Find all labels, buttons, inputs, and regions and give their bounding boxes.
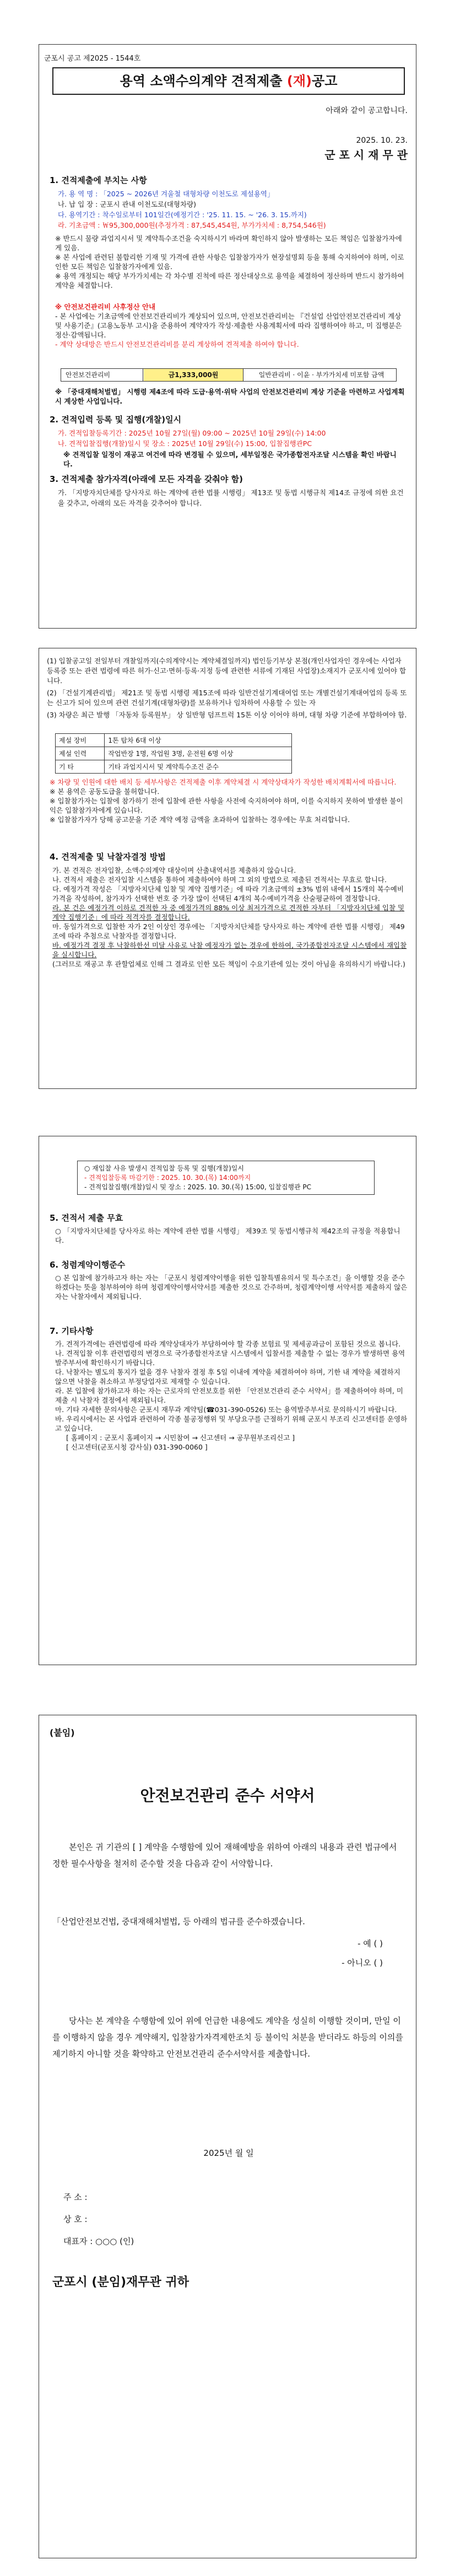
note: ※ 차량 및 인원에 대한 배치 등 세부사항은 견적제출 이후 계약체결 시 계약상대자가 작성한 배치계획서에 따릅니다. [50, 778, 397, 786]
announce-date: 2025. 10. 23. [356, 136, 408, 145]
rebid-line: - 견적입찰등록 마감기한 : 2025. 10. 30.(목) 14:00까지 [84, 1174, 251, 1182]
pledge-date: 2025년 월 일 [203, 2148, 254, 2158]
pledge-para-1: 본인은 귀 기관의 [ ] 계약을 수행함에 있어 재해예방을 위하여 아래의 내용과 관련 법규에서 정한 필수사항을 철저히 준수할 것을 다음과 같이 서약합니다. [52, 1842, 397, 1869]
section-5-text: ○ 「지방자치단체를 당사자로 하는 계약에 관한 법률 시행령」 제39조 및 동법시행규칙 제42조의 규정을 적용합니다. [55, 1227, 400, 1244]
eligibility-notes [50, 777, 408, 824]
pledge-yes: - 예 ( ) [358, 1939, 383, 1949]
pledge-representative: 대표자 : ○○○ (인) [63, 2236, 134, 2246]
pledge-title: 안전보건관리 준수 서약서 [140, 1786, 315, 1805]
table-cell: 작업반장 1명, 작업원 3명, 운전원 6명 이상 [105, 747, 292, 760]
safety-notice [55, 302, 408, 349]
safety-cost-label: 안전보건관리비 [61, 369, 143, 381]
pledge-footer: 군포시 (분임)재무관 귀하 [52, 2276, 189, 2289]
table-row [56, 734, 292, 747]
table-cell: 제설 인력 [56, 747, 105, 760]
note: ※ 반드시 물량 과업지시서 및 계약특수조건을 숙지하시기 바라며 확인하지 않아 발생하는 모든 책임은 입찰참가자에게 있음. [55, 234, 402, 252]
s7-link: [ 신고센터(군포시청 감사실) 031-390-0060 ] [66, 1443, 208, 1451]
s4-item: 라. 본 건은 예정가격 이하로 견적한 자 중 예정가격의 88% 이상 최저가격으로 견적한 자부터 「지방자치단체 입찰 및 계약 집행기준」에 따라 적격자를 결정합니다. [52, 904, 405, 921]
rebid-line: ○ 재입찰 사유 발생시 견적입찰 등록 및 집행(개찰)일시 [84, 1164, 244, 1172]
notice-number: 군포시 공고 제2025 - 1544호 [44, 55, 141, 63]
item-location: 나. 납 입 장 : 군포시 관내 이천도로(대형차량) [58, 200, 197, 208]
pledge-company: 상 호 : [63, 2214, 88, 2224]
note: ※ 입찰참가자는 입찰에 참가하기 전에 입찰에 관한 사항을 사전에 숙지하여야 하며, 이를 숙지하지 못하여 발생한 불이익은 입찰참가자에게 있습니다. [50, 797, 403, 814]
table-row [56, 747, 292, 760]
pledge-law: 「산업안전보건법, 중대재해처벌법, 등 아래의 법규를 준수하겠습니다. [52, 1917, 305, 1926]
table-cell: 기 타 [56, 760, 105, 774]
s4-item: 다. 예정가격 작성은 「지방자치단체 입찰 및 계약 집행기준」에 따라 기초금액의 ±3% 범위 내에서 15개의 복수예비가격을 작성하여, 참가자가 선택한 번호 중 가장 많이 선택된 4개의 복수예비가격을 산술평균하여 결정합니다. [52, 885, 404, 903]
s4-item: 나. 견적서 제출은 전자입찰 시스템을 통하여 제출하여야 하며 그 외의 방법으로 제출된 견적서는 무효로 합니다. [52, 876, 387, 884]
s7-item: 마. 기타 자세한 문의사항은 군포시 재무과 계약팀(☎031-390-0526) 또는 용역발주부서로 문의하시기 바랍니다. [55, 1405, 397, 1414]
section-1-notes [55, 234, 408, 290]
section-2-note: ※ 견적입찰 일정이 재공고 여건에 따라 변경될 수 있으며, 세부일정은 국가종합전자조달 시스템을 확인 바랍니다. [63, 450, 397, 468]
safety-cost-desc: 일반관리비 · 이윤 · 부가가치세 미포함 금액 [258, 371, 384, 379]
issuer: 군 포 시 재 무 관 [324, 148, 408, 162]
section-6-text: ○ 본 입찰에 참가하고자 하는 자는 「군포시 청렴계약이행을 위한 입찰특별유의서 및 특수조건」을 이행할 것을 준수하겠다는 뜻을 첨부하여야 하며 청렴계약이행서약서를 제출한 것으로 간주하며, 청렴계약이행 서약서를 제출하지 않은 자는 낙찰자에서 제외됩니다. [55, 1274, 408, 1301]
rebid-line: - 견적입찰집행(개찰)일시 및 장소 : 2025. 10. 30.(목) 15:00, 입찰집행관 PC [84, 1183, 312, 1191]
s4-item: 가. 본 견적은 전자입찰, 소액수의계약 대상이며 산출내역서를 제출하지 않습니다. [52, 866, 296, 874]
note: ※ 본 사업에 관련된 불합리한 기재 및 가격에 관한 사항은 입찰참가자가 현장설명회 등을 통해 숙지하여야 하며, 이로 인한 모든 책임은 입찰참가자에게 있음. [55, 253, 404, 271]
section-7-heading: 7. 기타사항 [50, 1326, 94, 1336]
s7-item: 라. 본 입찰에 참가하고자 하는 자는 근로자의 안전보호를 위한 「안전보건관리 준수 서약서」를 제출하여야 하며, 미제출 시 낙찰자 결정에서 제외됩니다. [55, 1387, 403, 1404]
table-cell: 제설 장비 [56, 734, 105, 747]
s7-link: [ 홈페이지 : 군포시 홈페이지 → 시민참여 → 신고센터 → 공무원부조리신고 ] [66, 1434, 295, 1442]
note: ※ 본 용역은 공동도급을 불허합니다. [50, 787, 160, 796]
s7-item: 다. 낙찰자는 별도의 통지가 없을 경우 낙찰자 결정 후 5일 이내에 계약을 체결하여야 하며, 기한 내 계약을 체결하지 않으면 낙찰을 취소하고 부정당업자로 제재할 수 있습니다. [55, 1368, 400, 1386]
table-cell: 1톤 탑차 6대 이상 [105, 734, 292, 747]
note: ※ 입찰참가자가 당해 공고문을 기준 계약 예정 금액을 초과하여 입찰하는 경우에는 무효 처리합니다. [50, 815, 350, 824]
safety-note: - 본 사업에는 기초금액에 안전보건관리비가 계상되어 있으며, 안전보건관리비는 『건설업 산업안전보건관리비 계상 및 사용기준』(고용노동부 고시)을 준용하여 계약자가 작성·제출한 사용계획서에 따라 집행하여야 하고, 미 집행분은 정산·감액됩니다. [55, 312, 402, 339]
note: ※ 용역 개정되는 해당 부가가치세는 각 차수별 진척에 따른 정산대상으로 용역을 체결하여 정산하며 반드시 참가하여 계약을 체결합니다. [55, 272, 404, 289]
eligibility-para: (2) 「건설기계관리법」 제21조 및 동법 시행령 제15조에 따라 일반건설기계대여업 또는 개별건설기계대여업의 등록 또는 신고가 되어 있으며 관련 건설기계(대형차량)를 보유하거나 임차하여 사용할 수 있는 자 [47, 689, 407, 707]
attachment-tag: (붙임) [50, 1727, 75, 1738]
eligibility-para: (1) 입찰공고일 전일부터 개찰일까지(수의계약시는 계약체결일까지) 법인등기부상 본점(개인사업자인 경우에는 사업자 등록증 또는 관련 법령에 따른 허가·신고·면허·등록·지정 등에 관련한 서류에 기재된 사업장)소재지가 군포시에 있어야 합니다. [47, 657, 407, 685]
section-2-heading: 2. 견적입력 등록 및 집행(개찰)일시 [50, 415, 182, 425]
s7-item: 바. 우리시에서는 본 사업과 관련하여 각종 불공정행위 및 부당요구를 근절하기 위해 군포시 부조리 신고센터를 운영하고 있습니다. [55, 1415, 408, 1432]
section-2-items [58, 428, 405, 449]
section-3-heading: 3. 견적제출 참가자격(아래에 모든 자격을 갖춰야 함) [50, 474, 243, 484]
bid-registration-period: 가. 견적입찰등록기간 : 2025년 10월 27일(월) 09:00 ~ 2025년 10월 29일(수) 14:00 [58, 429, 326, 437]
safety-heading: ※ 안전보건관리비 사후정산 안내 [55, 303, 156, 311]
bid-opening-time: 나. 견적입찰집행(개찰)일시 및 장소 : 2025년 10월 29일(수) 15:00, 입찰집행관PC [58, 439, 312, 448]
item-service-name: 가. 용 역 명 : 「2025 ~ 2026년 겨울철 대형차량 이천도로 제설용역」 [58, 190, 274, 198]
section-7-items [55, 1339, 408, 1452]
s7-item: 나. 견적입찰 이후 관련법령의 변경으로 국가종합전자조달 시스템에서 입찰서를 제출할 수 없는 경우가 발생하면 용역발주부서에 확인하시기 바랍니다. [55, 1349, 405, 1367]
safety-cost-amount: 금1,333,000원 [144, 369, 243, 381]
table-row [56, 760, 292, 774]
s7-item: 가. 견적가격에는 관련법령에 따라 계약상대자가 부담하여야 할 각종 보험료 및 제세공과금이 포함된 것으로 봅니다. [55, 1340, 401, 1348]
table-cell: 기타 과업지시서 및 계약특수조건 준수 [105, 760, 292, 774]
eligibility-details [47, 656, 408, 720]
safety-cost-table [61, 368, 397, 382]
intro-text: 아래와 같이 공고합니다. [326, 106, 408, 115]
s4-item: 마. 동일가격으로 입찰한 자가 2인 이상인 경우에는 「지방자치단체를 당사자로 하는 계약에 관한 법률 시행령」 제49조에 따라 추첨으로 낙찰자를 결정합니다. [52, 922, 405, 940]
item-period: 다. 용역기간 : 착수일로부터 101일간(예정기간 : '25. 11. 15. ~ '26. 3. 15.까지) [58, 211, 307, 219]
safety-note: - 계약 상대방은 반드시 안전보건관리비를 분리 계상하여 견적제출 하여야 합니다. [55, 340, 299, 348]
equipment-table [55, 733, 292, 774]
pledge-address: 주 소 : [63, 2192, 88, 2202]
pledge-para-2: 당사는 본 계약을 수행함에 있어 위에 언급한 내용에도 계약을 성실히 이행할 것이며, 만일 이를 이행하지 않을 경우 계약해지, 입찰참가자격제한조치 등 불이익 처분을 받더라도 하등의 이의를 제기하지 아니할 것을 확약하고 안전보건관리 준수서약서를 제출합니다. [52, 2016, 403, 2059]
section-1-heading: 1. 견적제출에 부치는 사항 [50, 175, 147, 185]
pledge-no: - 아니오 ( ) [342, 1958, 383, 1968]
item-base-price: 라. 기초금액 : ￦95,300,000원(추정가격 : 87,545,454원, 부가가치세 : 8,754,546원) [58, 221, 326, 229]
section-3-item: 가. 「지방자치단체를 당사자로 하는 계약에 관한 법률 시행령」 제13조 및 동법 시행규칙 제14조 규정에 의한 요건을 갖추고, 아래의 모든 자격을 갖추어야 합니다. [58, 489, 404, 507]
eligibility-para: (3) 차량은 최근 발행 「자동차 등록원부」 상 일반형 덤프트럭 15톤 이상 이어야 하며, 대형 차량 기준에 부합하여야 함. [47, 711, 407, 719]
rebid-box [77, 1161, 375, 1195]
s4-item: 바. 예정가격 결정 후 낙찰하한선 미달 사유로 낙찰 예정자가 없는 경우에 한하여, 국가종합전자조달 시스템에서 재입찰을 실시합니다. [52, 941, 407, 959]
section-1-items [58, 189, 405, 230]
page-title: 용역 소액수의계약 견적제출 (재)공고 [52, 67, 405, 95]
section-5-heading: 5. 견적서 제출 무효 [50, 1213, 123, 1223]
s4-note: (그러므로 재공고 후 관할업체로 인해 그 결과로 인한 모든 책임이 수요기관에 있는 것이 아님을 유의하시기 바랍니다.) [52, 960, 405, 968]
section-6-heading: 6. 청렴계약이행준수 [50, 1260, 126, 1270]
safety-tail: ※ 「중대재해처벌법」 시행령 제4조에 따라 도급·용역·위탁 사업의 안전보건관리비 계상 기준을 마련하고 사업계획 시 계상한 사업입니다. [55, 388, 405, 405]
section-4-items [52, 866, 408, 969]
section-4-heading: 4. 견적제출 및 낙찰자결정 방법 [50, 852, 166, 862]
